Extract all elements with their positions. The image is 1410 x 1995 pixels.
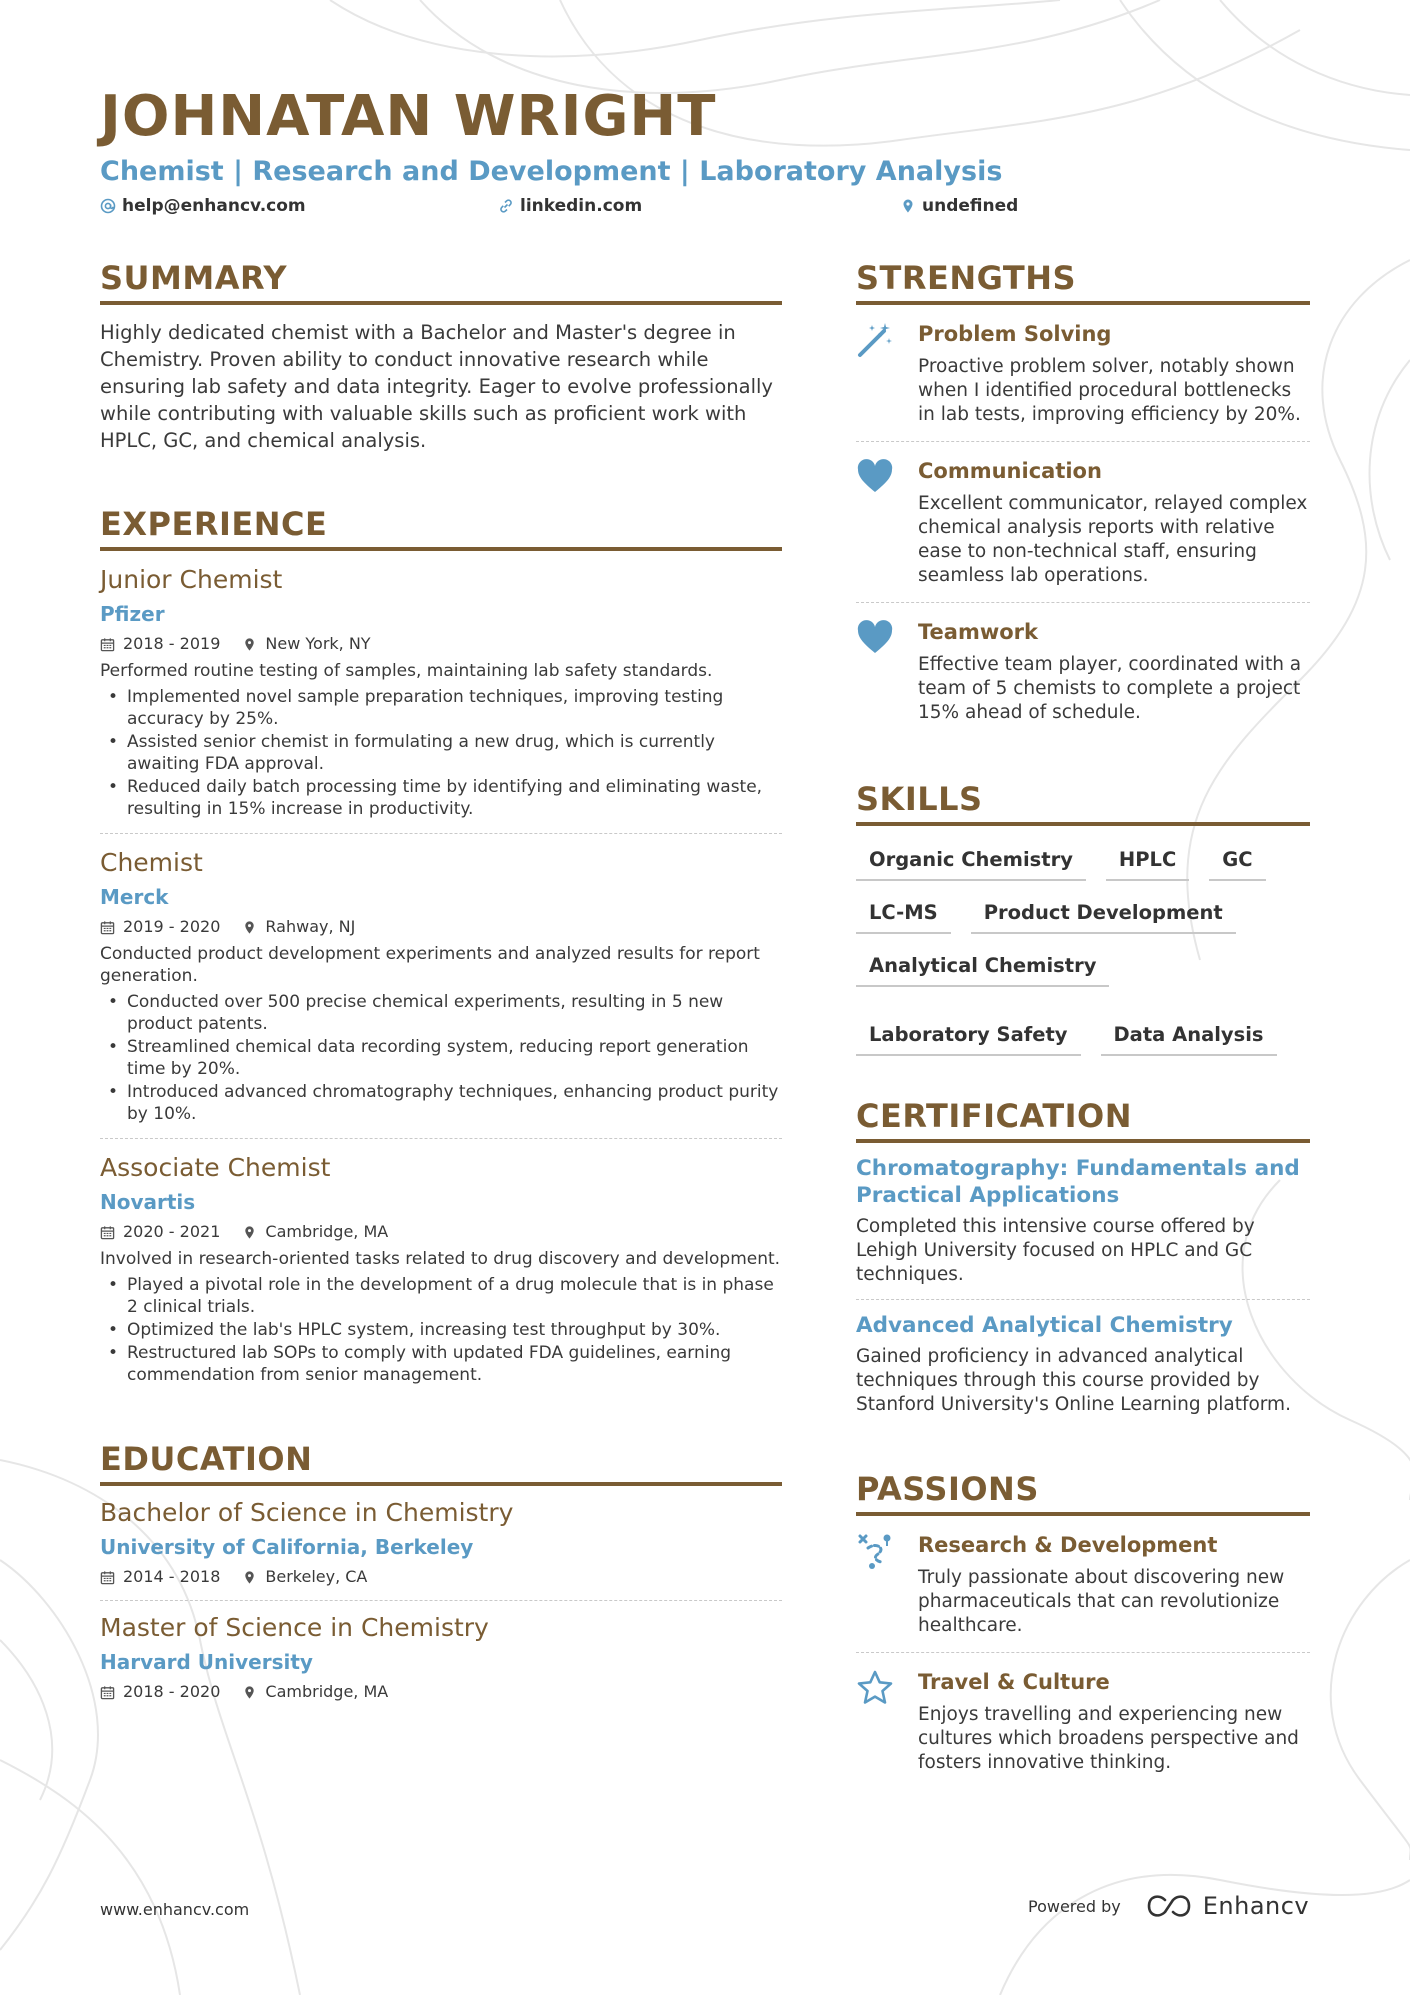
passion-item [856,1653,1310,1789]
job-bullet: • Conducted over 500 precise chemical experiments, resulting in 5 new product patents. [100,991,782,1035]
experience-section [100,502,782,1399]
contact-linkedin[interactable] [498,196,642,216]
location-pin-icon [242,637,257,652]
job-description: Involved in research-oriented tasks related to drug discovery and development. [100,1249,781,1269]
passion-title: Travel & Culture [918,1670,1110,1694]
magic-wand-icon [856,321,894,359]
skill-tag: Organic Chemistry [856,844,1086,881]
job-bullet: • Assisted senior chemist in formulating a new drug, which is currently awaiting FDA approval. [100,731,782,775]
candidate-title: Chemist | Research and Development | Laboratory Analysis [100,156,1003,187]
certification-title: Chromatography: Fundamentals and Practical Applications [856,1156,1300,1208]
job-entry [100,1139,782,1399]
passion-description: Enjoys travelling and experiencing new cultures which broadens perspective and fosters innovative thinking. [918,1704,1299,1773]
powered-by-label: Powered by [1028,1896,1121,1916]
job-bullet: • Implemented novel sample preparation techniques, improving testing accuracy by 25%. [100,686,782,730]
link-icon [498,198,514,214]
strength-title: Teamwork [918,620,1038,644]
skill-tag: Laboratory Safety [856,1019,1081,1056]
location-pin-icon [242,1570,257,1585]
job-bullet: • Optimized the lab's HPLC system, increasing test throughput by 30%. [100,1319,782,1341]
job-location: New York, NY [265,634,371,653]
job-meta [100,1219,782,1245]
strength-title: Communication [918,459,1102,483]
skills-section [856,777,1310,1056]
calendar-icon [100,637,115,652]
brand-logo[interactable] [1145,1892,1309,1920]
location-pin-icon [242,1225,257,1240]
education-entry [100,1601,782,1715]
left-column [100,256,782,1753]
job-dates: 2020 - 2021 [123,1222,221,1241]
passions-heading: PASSIONS [856,1467,1310,1516]
contact-row [100,196,1310,222]
at-icon [100,198,116,214]
company-name: Novartis [100,1190,196,1214]
school-name: Harvard University [100,1650,313,1674]
calendar-icon [100,1225,115,1240]
contact-location [900,196,1018,216]
strength-description: Effective team player, coordinated with a team of 5 chemists to complete a project 15% ahead of schedule. [918,654,1302,723]
job-title: Chemist [100,848,203,877]
job-bullets [100,686,782,820]
job-bullet: • Introduced advanced chromatography techniques, enhancing product purity by 10%. [100,1081,782,1125]
resume-header [100,84,1310,222]
skill-tag: GC [1209,844,1265,881]
education-section [100,1437,782,1715]
job-title: Junior Chemist [100,565,283,594]
heart-icon [856,619,894,657]
passions-section [856,1467,1310,1789]
education-dates: 2014 - 2018 [123,1567,221,1586]
job-bullet: • Reduced daily batch processing time by identifying and eliminating waste, resulting in 15% increase in productivity. [100,776,782,820]
education-dates: 2018 - 2020 [123,1682,221,1701]
route-icon [856,1532,894,1570]
job-bullets [100,991,782,1125]
calendar-icon [100,1685,115,1700]
linkedin-text: linkedin.com [520,196,643,216]
job-meta [100,914,782,940]
strength-description: Proactive problem solver, notably shown when I identified procedural bottlenecks in lab tests, improving efficiency by 20%. [918,356,1301,425]
passion-description: Truly passionate about discovering new pharmaceuticals that can revolutionize healthcare. [918,1567,1285,1636]
right-column [856,256,1310,1827]
skill-tag: LC-MS [856,897,951,934]
strengths-heading: STRENGTHS [856,256,1310,305]
brand-name: Enhancv [1202,1892,1310,1920]
strength-item [856,603,1310,739]
job-meta [100,631,782,657]
skill-tag: Product Development [971,897,1236,934]
certification-title: Advanced Analytical Chemistry [856,1313,1233,1338]
education-location: Berkeley, CA [265,1567,368,1586]
summary-heading: SUMMARY [100,256,782,305]
job-location: Rahway, NJ [265,917,356,936]
certification-section [856,1094,1310,1429]
certification-item [856,1143,1310,1300]
job-bullet: • Played a pivotal role in the development of a drug molecule that is in phase 2 clinical trials. [100,1274,782,1318]
skill-tag: Analytical Chemistry [856,950,1109,987]
job-description: Conducted product development experiments and analyzed results for report generation. [100,944,760,986]
job-bullet: • Restructured lab SOPs to comply with updated FDA guidelines, earning commendation from senior management. [100,1342,782,1386]
job-dates: 2018 - 2019 [123,634,221,653]
skills-list [856,844,1310,1056]
certification-item [856,1300,1310,1429]
education-meta [100,1564,782,1590]
location-pin-icon [900,198,916,214]
job-description: Performed routine testing of samples, maintaining lab safety standards. [100,661,713,681]
certification-description: Completed this intensive course offered by Lehigh University focused on HPLC and GC techniques. [856,1216,1255,1285]
skills-heading: SKILLS [856,777,1310,826]
job-entry [100,551,782,834]
enhancv-logo-icon [1145,1894,1193,1918]
degree-title: Master of Science in Chemistry [100,1613,489,1642]
passion-item [856,1516,1310,1653]
strengths-section [856,256,1310,739]
email-text: help@enhancv.com [122,196,306,216]
skill-tag: Data Analysis [1101,1019,1277,1056]
heart-icon [856,458,894,496]
calendar-icon [100,920,115,935]
experience-heading: EXPERIENCE [100,502,782,551]
job-location: Cambridge, MA [265,1222,389,1241]
job-entry [100,834,782,1139]
star-icon [856,1669,894,1707]
footer-website[interactable]: www.enhancv.com [100,1900,250,1919]
education-entry [100,1486,782,1601]
location-pin-icon [242,920,257,935]
strength-item [856,305,1310,442]
job-bullet: • Streamlined chemical data recording system, reducing report generation time by 20%. [100,1036,782,1080]
strength-description: Excellent communicator, relayed complex chemical analysis reports with relative ease to non-technical staff, ensuring seamless lab operations. [918,493,1308,586]
calendar-icon [100,1570,115,1585]
degree-title: Bachelor of Science in Chemistry [100,1498,514,1527]
strength-item [856,442,1310,603]
summary-section [100,256,782,454]
job-dates: 2019 - 2020 [123,917,221,936]
certification-heading: CERTIFICATION [856,1094,1310,1143]
job-title: Associate Chemist [100,1153,331,1182]
location-text: undefined [922,196,1019,216]
summary-text: Highly dedicated chemist with a Bachelor and Master's degree in Chemistry. Proven ability to conduct innovative research while ensuring lab safety and data integrity. Eager to evolve professionally while contributing with valuable skills such as proficient work with HPLC, GC, and chemical analysis. [100,321,773,452]
passion-title: Research & Development [918,1533,1218,1557]
education-heading: EDUCATION [100,1437,782,1486]
candidate-name: JOHNATAN WRIGHT [100,84,717,149]
education-meta [100,1679,782,1705]
job-bullets [100,1274,782,1386]
contact-email[interactable] [100,196,306,216]
footer-branding [1028,1892,1309,1920]
company-name: Pfizer [100,602,165,626]
certification-description: Gained proficiency in advanced analytical techniques through this course provided by Stanford University's Online Learning platform. [856,1346,1291,1415]
strength-title: Problem Solving [918,322,1112,346]
education-location: Cambridge, MA [265,1682,389,1701]
skill-tag: HPLC [1106,844,1189,881]
school-name: University of California, Berkeley [100,1535,474,1559]
location-pin-icon [242,1685,257,1700]
company-name: Merck [100,885,169,909]
